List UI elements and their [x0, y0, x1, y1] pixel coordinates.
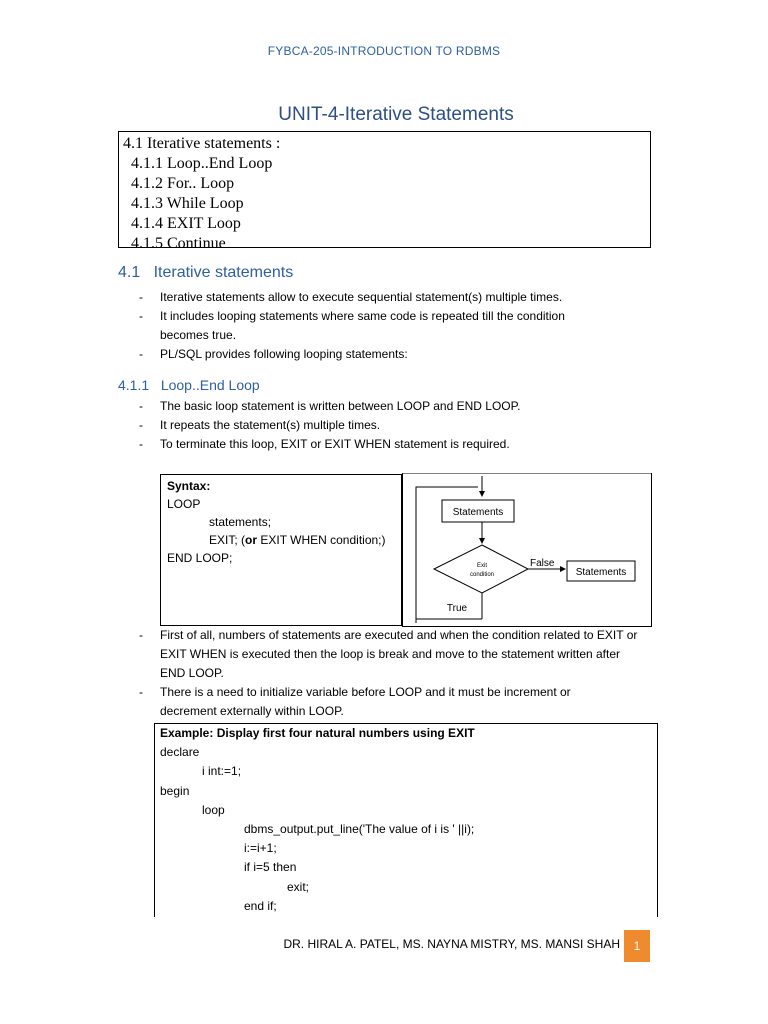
contents-item: 4.1.5 Continue [131, 235, 226, 248]
syntax-line: END LOOP; [167, 551, 233, 565]
flow-exit-statements-label: Statements [575, 567, 627, 578]
flow-statements-label: Statements [452, 507, 504, 518]
contents-item: 4.1.2 For.. Loop [131, 175, 235, 192]
syntax-text: EXIT WHEN condition;) [257, 533, 386, 547]
example-box [154, 723, 658, 917]
syntax-box [160, 474, 402, 626]
flow-false-label: False [530, 558, 555, 569]
loop-flowchart [402, 473, 652, 627]
syntax-label: Syntax: [167, 479, 211, 493]
section-4-1-bullets [139, 288, 629, 364]
bullet-text: There is a need to initialize variable before LOOP and it must be increment or decrement externally within LOOP. [160, 685, 571, 718]
code-line: loop [202, 802, 225, 817]
flow-true-label: True [446, 603, 468, 614]
footer-authors: DR. HIRAL A. PATEL, MS. NAYNA MISTRY, MS. MANSI SHAH [283, 937, 620, 951]
bullet-item: - There is a need to initialize variable before LOOP and it must be increment or decrement externally within LOOP. [139, 685, 571, 718]
contents-item: 4.1.4 EXIT Loop [131, 215, 241, 232]
page-number: 1 [624, 930, 650, 962]
code-line: end if; [244, 898, 277, 913]
code-line: dbms_output.put_line('The value of i is ' ||i); [244, 822, 475, 837]
code-line: if i=5 then [244, 860, 297, 875]
section-number: 4.1.1 [118, 377, 150, 393]
page-title: UNIT-4-Iterative Statements [278, 104, 514, 125]
contents-item: 4.1.1 Loop..End Loop [131, 155, 273, 172]
bullet-text: It repeats the statement(s) multiple times. [160, 418, 381, 432]
bullet-item: - It includes looping statements where same code is repeated till the condition becomes true. [139, 309, 565, 342]
code-line: exit; [287, 879, 310, 894]
contents-heading: 4.1 Iterative statements : [123, 135, 281, 152]
bullet-item: - Iterative statements allow to execute sequential statement(s) multiple times. [139, 290, 563, 304]
contents-item: 4.1.3 While Loop [131, 195, 244, 212]
bullet-text: To terminate this loop, EXIT or EXIT WHEN statement is required. [160, 437, 510, 451]
bullet-text: Iterative statements allow to execute sequential statement(s) multiple times. [160, 290, 563, 304]
bullet-text: First of all, numbers of statements are executed and when the condition related to EXIT or EXIT WHEN is executed then the loop is break and move to the statement written after END LOOP. [160, 628, 638, 680]
section-heading-4-1 [118, 264, 293, 282]
flow-condition-label: Exit [476, 563, 488, 569]
bullet-item: - It repeats the statement(s) multiple times. [139, 418, 381, 432]
section-4-1-1-bullets [139, 397, 629, 454]
section-heading-4-1-1 [118, 377, 260, 393]
bullet-text: The basic loop statement is written between LOOP and END LOOP. [160, 399, 521, 413]
code-line: i int:=1; [202, 764, 242, 779]
syntax-line: LOOP [167, 497, 201, 511]
code-line: declare [160, 745, 200, 760]
bullet-item: - First of all, numbers of statements are executed and when the condition related to EXIT or EXIT WHEN is executed then the loop is break and move to the statement written after END LOOP. [139, 628, 638, 680]
syntax-line [167, 531, 395, 549]
contents-box [118, 131, 651, 248]
syntax-or: or [245, 533, 258, 547]
example-title: Example: Display first four natural numbers using EXIT [160, 726, 475, 740]
bullet-item: - PL/SQL provides following looping statements: [139, 347, 408, 361]
flow-condition-label: condition [469, 572, 495, 578]
section-title: Iterative statements [153, 264, 294, 281]
syntax-text: EXIT; ( [209, 533, 246, 547]
code-line: i:=i+1; [244, 841, 277, 856]
bullet-text: It includes looping statements where same code is repeated till the condition becomes true. [160, 309, 565, 342]
bullet-text: PL/SQL provides following looping statements: [160, 347, 408, 361]
running-header: FYBCA-205-INTRODUCTION TO RDBMS [267, 44, 501, 58]
section-4-1-1-explanation [139, 626, 638, 721]
syntax-line: statements; [209, 515, 272, 529]
code-line: begin [160, 783, 190, 798]
section-title: Loop..End Loop [160, 377, 260, 393]
section-number: 4.1 [118, 264, 141, 281]
bullet-item: - The basic loop statement is written between LOOP and END LOOP. [139, 399, 521, 413]
flow-condition-diamond [434, 545, 528, 593]
bullet-item: - To terminate this loop, EXIT or EXIT WHEN statement is required. [139, 437, 510, 451]
